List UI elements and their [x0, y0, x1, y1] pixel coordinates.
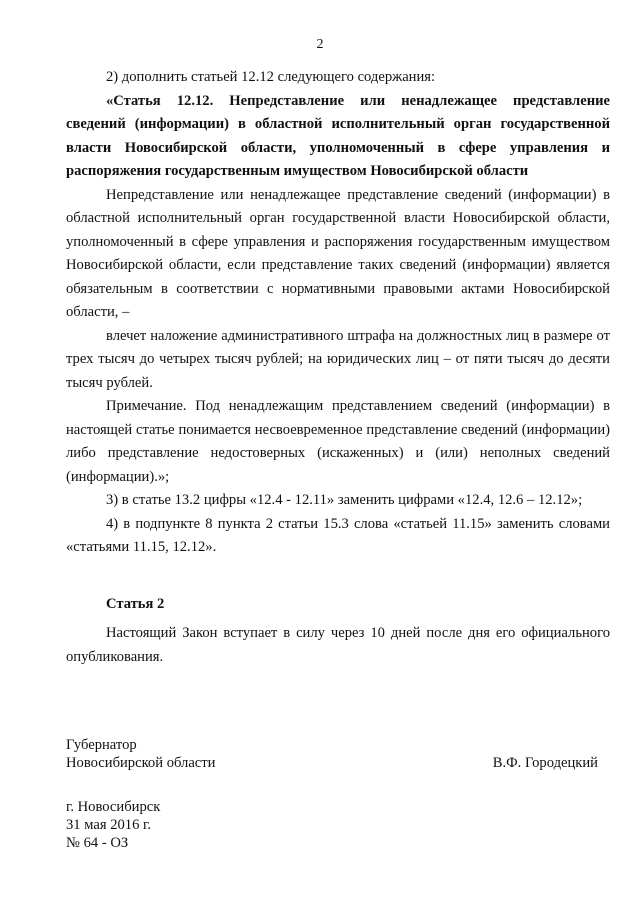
signature-row	[66, 754, 598, 772]
article-2-heading: Статья 2	[106, 595, 165, 612]
item-3: 3) в статье 13.2 цифры «12.4 - 12.11» заменить цифрами «12.4, 12.6 – 12.12»;	[106, 492, 583, 508]
signatory-position-line-1: Губернатор	[66, 737, 137, 753]
article-12-12-text: Непредставление или ненадлежащее представление сведений (информации) в областной исполнительный орган государственной власти Новосибирской области, уполномоченный в сфере управления и распоряжения государственным имуществом Новосибирской области, если представление таких сведений (информации) является обязательным в соответствии с нормативными правовыми актами Новосибирской области, –	[66, 186, 610, 320]
article-2-text: Настоящий Закон вступает в силу через 10 дней после дня его официального опубликования.	[66, 625, 610, 665]
document-footer	[66, 798, 160, 852]
page-number: 2	[316, 37, 324, 52]
article-12-12-note: Примечание. Под ненадлежащим представлением сведений (информации) в настоящей статье понимается несвоевременное представление сведений (информации) либо представление недостоверных (искаженных) и (или) неполных сведений (информации).»;	[66, 398, 610, 485]
signatory-name: В.Ф. Городецкий	[492, 755, 598, 771]
signature-block	[66, 736, 598, 772]
place-of-signing: г. Новосибирск	[66, 799, 161, 815]
item-2-intro: 2) дополнить статьей 12.12 следующего содержания:	[106, 69, 436, 85]
document-body	[66, 66, 610, 669]
law-number: № 64 - ОЗ	[66, 835, 129, 851]
signatory-position-line-2: Новосибирской области	[66, 755, 216, 771]
article-12-12-title: «Статья 12.12. Непредставление или ненадлежащее представление сведений (информации) в областной исполнительный орган государственной власти Новосибирской области, уполномоченный в сфере управления и распоряжения государственным имуществом Новосибирской области	[66, 92, 610, 179]
spacer	[66, 560, 610, 593]
signing-date: 31 мая 2016 г.	[66, 817, 152, 833]
article-12-12-penalty: влечет наложение административного штрафа на должностных лиц в размере от трех тысяч до четырех тысяч рублей; на юридических лиц – от пяти тысяч до десяти тысяч рублей.	[66, 327, 610, 391]
item-4: 4) в подпункте 8 пункта 2 статьи 15.3 слова «статьей 11.15» заменить словами «статьями 11.15, 12.12».	[66, 515, 610, 555]
